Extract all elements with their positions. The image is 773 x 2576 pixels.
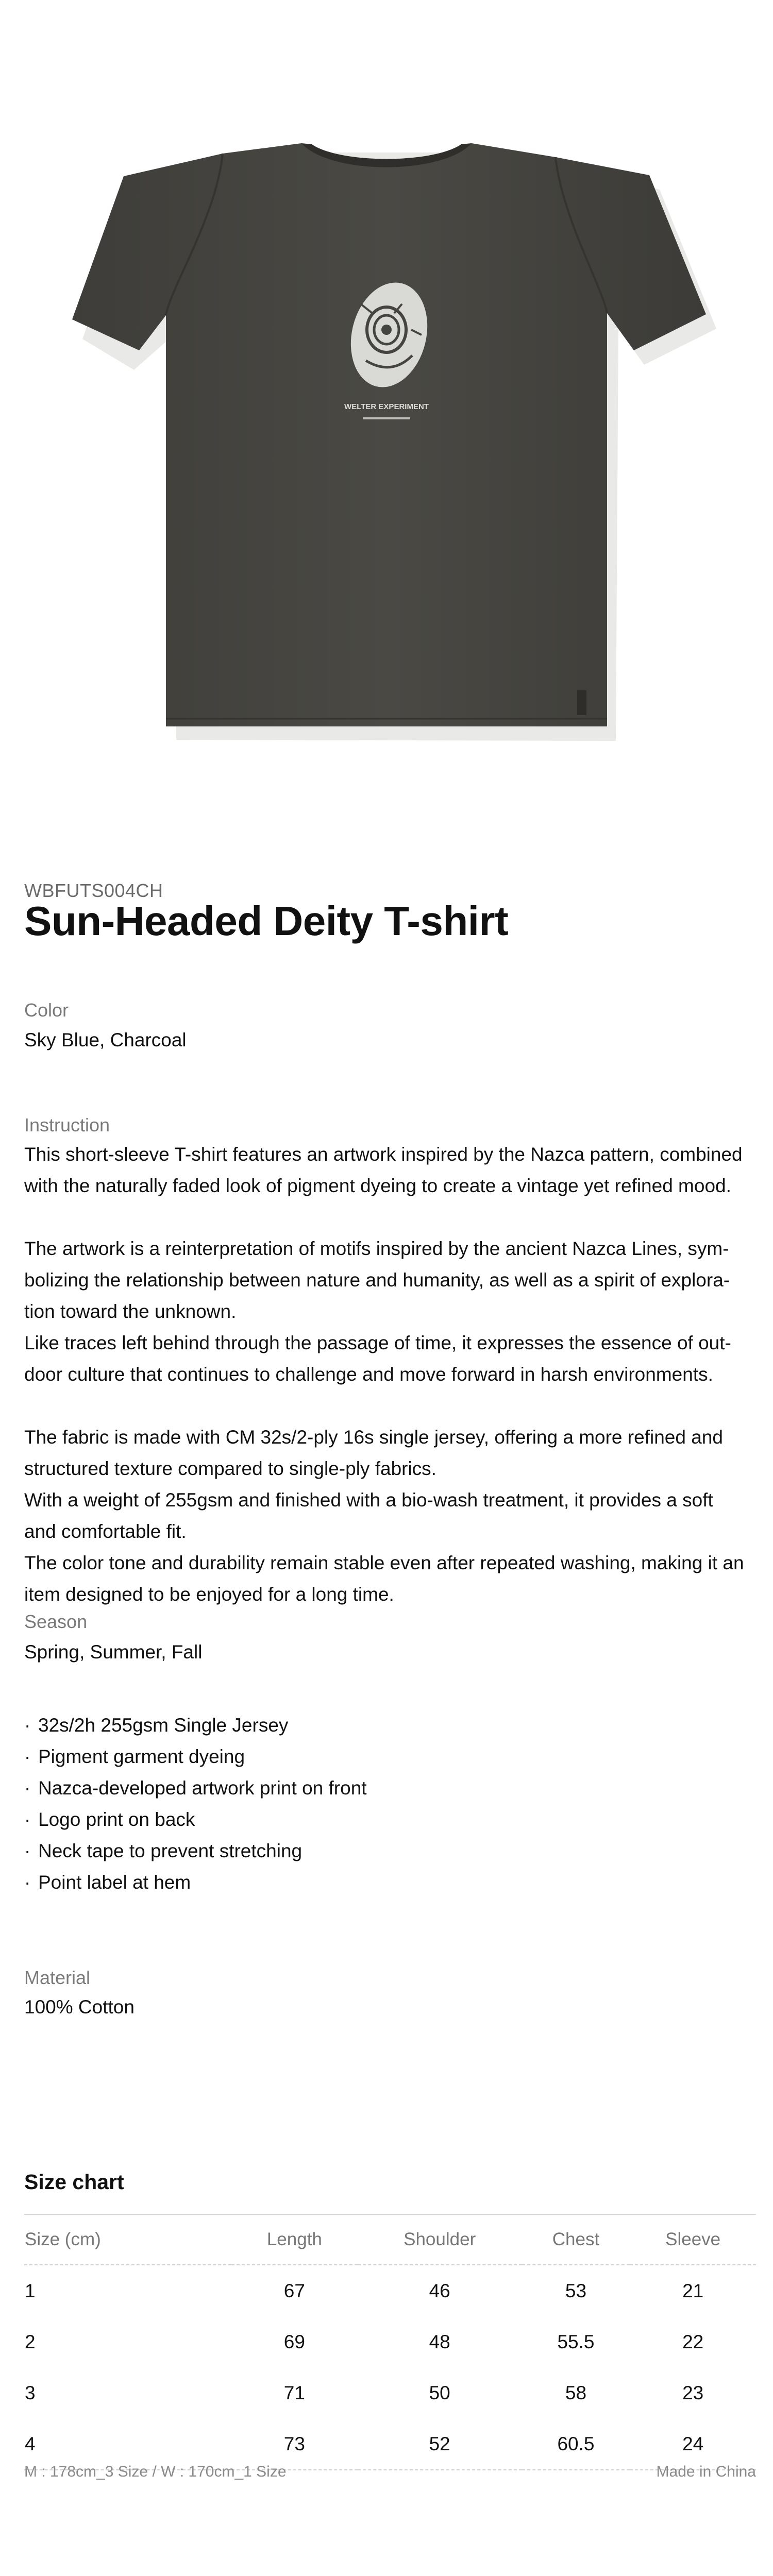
color-label: Color — [24, 999, 69, 1021]
instruction-line: With a weight of 255gsm and finished with a bio-wash treatment, it provides a soft — [24, 1489, 713, 1511]
table-cell: 22 — [682, 2331, 704, 2352]
product-image — [0, 0, 773, 804]
table-cell: 69 — [283, 2331, 305, 2352]
origin-note: Made in China — [656, 2463, 756, 2480]
instruction-line: door culture that continues to challenge and move forward in harsh environments. — [24, 1364, 713, 1385]
list-item — [24, 1772, 756, 1804]
column-header: Chest — [522, 2214, 630, 2265]
size-chart-title: Size chart — [24, 2170, 124, 2194]
column-header: Length — [231, 2214, 358, 2265]
table-cell: 60.5 — [522, 2418, 630, 2470]
hem-point-label — [577, 690, 586, 715]
instruction-line: The artwork is a reinterpretation of motifs inspired by the ancient Nazca Lines, sym- — [24, 1238, 729, 1259]
table-cell: 48 — [429, 2331, 450, 2352]
size-chart-table — [24, 2214, 756, 2470]
list-item — [24, 1804, 756, 1835]
bullet-icon: · — [24, 1809, 31, 1830]
table-cell: 21 — [682, 2280, 704, 2301]
bullet-icon: · — [24, 1746, 31, 1767]
model-size-note: M : 178cm_3 Size / W : 170cm_1 Size — [24, 2463, 287, 2480]
table-cell: 4 — [24, 2418, 231, 2470]
table-cell: 53 — [565, 2280, 587, 2301]
bullet-icon: · — [24, 1777, 31, 1799]
product-title: Sun-Headed Deity T-shirt — [24, 898, 509, 944]
instruction-line: item designed to be enjoyed for a long time. — [24, 1584, 394, 1605]
material-label: Material — [24, 1967, 91, 1988]
table-row — [24, 2316, 756, 2367]
instruction-line: The color tone and durability remain stable even after repeated washing, making it an — [24, 1552, 744, 1573]
instruction-line: Like traces left behind through the passage of time, it expresses the essence of out- — [24, 1332, 731, 1353]
list-item — [24, 1867, 756, 1898]
feature-text: Pigment garment dyeing — [38, 1746, 245, 1767]
table-cell: 46 — [429, 2280, 450, 2301]
feature-text: Point label at hem — [38, 1872, 191, 1893]
season-label: Season — [24, 1611, 88, 1632]
bullet-icon: · — [24, 1872, 31, 1893]
instruction-text — [24, 1139, 756, 1610]
t-shirt-illustration — [0, 0, 773, 804]
column-header: Size (cm) — [24, 2214, 231, 2265]
instruction-label: Instruction — [24, 1114, 110, 1136]
bullet-icon: · — [24, 1715, 31, 1736]
table-header-row — [24, 2214, 756, 2265]
feature-text: Nazca-developed artwork print on front — [38, 1777, 367, 1799]
material-value: 100% Cotton — [24, 1996, 135, 2018]
instruction-line: with the naturally faded look of pigment dyeing to create a vintage yet refined mood. — [24, 1175, 731, 1196]
table-cell: 52 — [358, 2418, 522, 2470]
table-cell: 71 — [283, 2382, 305, 2403]
table-cell: 55.5 — [557, 2331, 595, 2352]
table-cell: 1 — [25, 2280, 36, 2301]
product-code: WBFUTS004CH — [24, 880, 163, 901]
table-cell: 58 — [565, 2382, 587, 2403]
color-value: Sky Blue, Charcoal — [24, 1029, 187, 1050]
table-cell: 73 — [231, 2418, 358, 2470]
column-header: Shoulder — [358, 2214, 522, 2265]
print-brand-text: WELTER EXPERIMENT — [344, 402, 429, 411]
table-row — [24, 2265, 756, 2316]
table-cell: 50 — [429, 2382, 450, 2403]
instruction-line: structured texture compared to single-ply fabrics. — [24, 1458, 436, 1479]
instruction-line: This short-sleeve T-shirt features an artwork inspired by the Nazca pattern, combined — [24, 1144, 743, 1165]
table-row — [24, 2367, 756, 2418]
season-value: Spring, Summer, Fall — [24, 1641, 203, 1663]
table-row — [24, 2418, 756, 2470]
feature-text: Logo print on back — [38, 1809, 195, 1830]
table-cell: 67 — [283, 2280, 305, 2301]
bullet-icon: · — [24, 1840, 31, 1861]
table-cell: 2 — [25, 2331, 36, 2352]
instruction-line: bolizing the relationship between nature and humanity, as well as a spirit of explora- — [24, 1269, 730, 1291]
list-item — [24, 1709, 756, 1741]
instruction-line: The fabric is made with CM 32s/2-ply 16s single jersey, offering a more refined and — [24, 1427, 723, 1448]
column-header: Sleeve — [630, 2214, 756, 2265]
table-cell: 23 — [682, 2382, 704, 2403]
feature-text: Neck tape to prevent stretching — [38, 1840, 303, 1861]
list-item — [24, 1835, 756, 1867]
table-cell: 3 — [25, 2382, 36, 2403]
table-cell: 24 — [630, 2418, 756, 2470]
instruction-line: and comfortable fit. — [24, 1521, 187, 1542]
feature-text: 32s/2h 255gsm Single Jersey — [38, 1715, 289, 1736]
instruction-line: tion toward the unknown. — [24, 1301, 237, 1322]
list-item — [24, 1741, 756, 1772]
feature-list — [24, 1709, 756, 1898]
